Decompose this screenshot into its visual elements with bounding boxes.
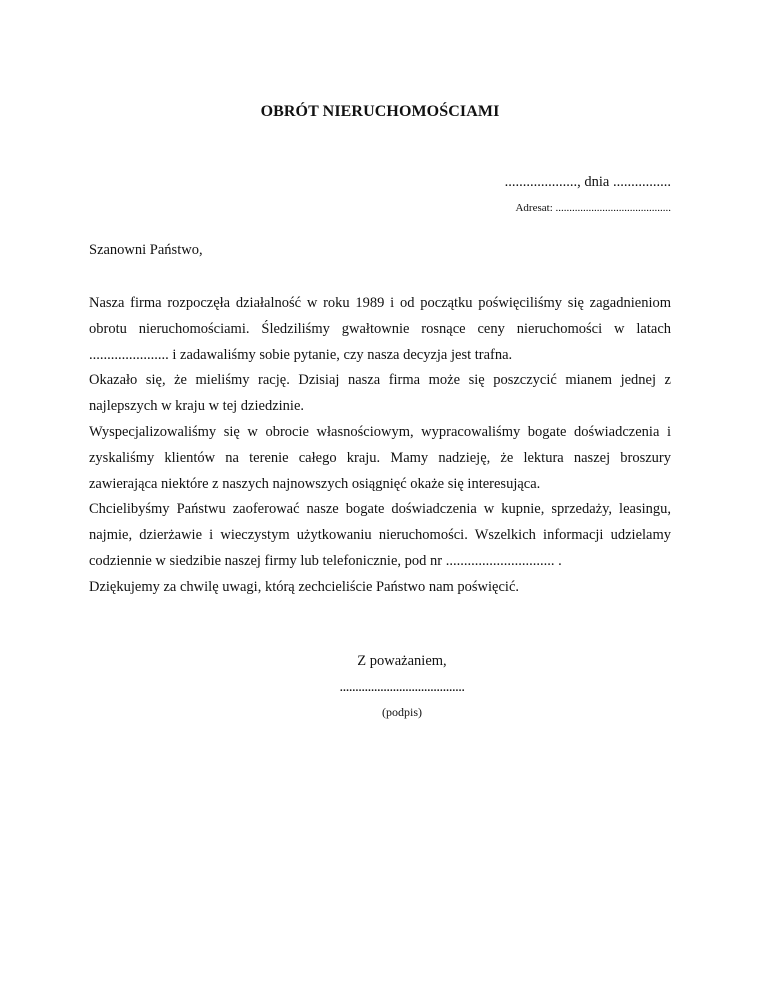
signature-label: (podpis) (382, 705, 422, 719)
signature-line: ........................................ (339, 679, 465, 695)
addressee-line: Adresat: .......................................... (515, 202, 671, 214)
paragraph-thanks: Dziękujemy za chwilę uwagi, którą zechcieliście Państwo nam poświęcić. (89, 578, 520, 595)
paragraph-specialization: Wyspecjalizowaliśmy się w obrocie własnościowym, wypracowaliśmy bogate doświadczenia i zyskaliśmy klientów na terenie całego kraju. Mamy nadzieję, że lektura naszej broszury zawierająca niektóre z naszych najnowszych osiągnięć okaże się interesująca. (89, 423, 671, 492)
paragraph-history: Nasza firma rozpoczęła działalność w roku 1989 i od początku poświęciliśmy się zagadnieniom obrotu nieruchomościami. Śledziliśmy gwałtownie rosnące ceny nieruchomości w latach ...................... i zadawaliśmy sobie pytanie, czy nasza decyzja jest trafna. (89, 295, 671, 363)
closing-phrase: Z poważaniem, (357, 653, 447, 669)
place-date-line: ...................., dnia ................ (504, 174, 671, 190)
document-title: OBRÓT NIERUCHOMOŚCIAMI (260, 103, 500, 120)
paragraph-success: Okazało się, że mieliśmy rację. Dzisiaj nasza firma może się poszczycić mianem jednej z najlepszych w kraju w tej dziedzinie. (89, 372, 671, 415)
greeting: Szanowni Państwo, (89, 242, 203, 258)
paragraph-offer: Chcielibyśmy Państwu zaoferować nasze bogate doświadczenia w kupnie, sprzedaży, leasingu, najmie, dzierżawie i wieczystym użytkowaniu nieruchomości. Wszelkich informacji udzielamy codziennie w siedzibie naszej firmy lub telefonicznie, pod nr .............................. . (89, 501, 671, 569)
letter-body (89, 291, 671, 601)
